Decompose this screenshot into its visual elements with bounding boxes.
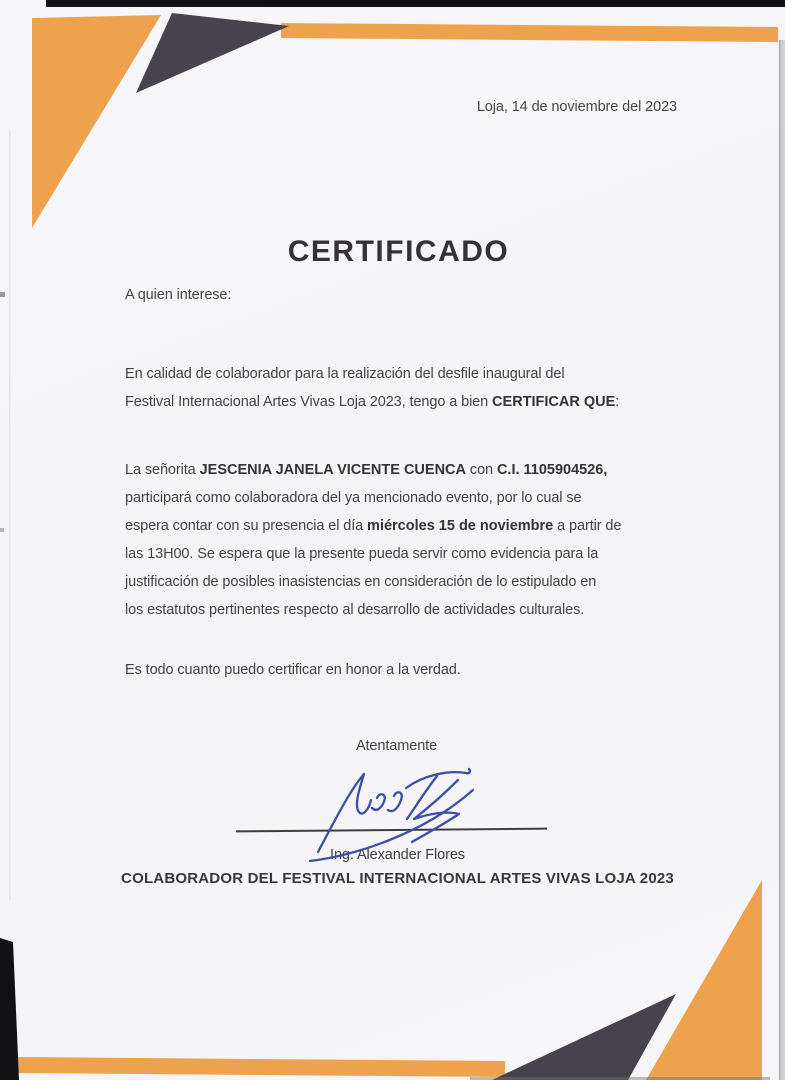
paragraph-line: los estatutos pertinentes respecto al desarrollo de actividades culturales.: [125, 602, 585, 618]
body-paragraph: [125, 456, 621, 624]
bottom-left-orange-bar: [18, 1057, 505, 1077]
closing-line: Es todo cuanto puedo certificar en honor a la verdad.: [125, 662, 461, 678]
valediction: Atentamente: [355, 738, 438, 754]
signature-stroke: [318, 774, 371, 852]
signer-name: Ing. Alexander Flores: [330, 847, 465, 863]
paragraph-line: Festival Internacional Artes Vivas Loja 2023, tengo a bien CERTIFICAR QUE:: [125, 394, 620, 410]
signature-stroke: [310, 790, 473, 861]
bottom-right-orange-wedge: [646, 880, 762, 1080]
paragraph-line: La señorita JESCENIA JANELA VICENTE CUENCA con C.I. 1105904526,: [125, 462, 608, 478]
paragraph-line: las 13H00. Se espera que la presente pueda servir como evidencia para la: [125, 546, 599, 562]
signature-stroke: [412, 780, 459, 842]
signer-role: COLABORADOR DEL FESTIVAL INTERNACIONAL ARTES VIVAS LOJA 2023: [121, 870, 674, 887]
scanner-edge-bottom-left: [0, 938, 19, 1080]
paragraph-line: justificación de posibles inasistencias en consideración de lo estipulado en: [125, 574, 597, 590]
scan-speck-left-2: [0, 528, 4, 532]
signature-scribble: [306, 764, 478, 866]
paragraph-line: espera contar con su presencia el día miércoles 15 de noviembre a partir de: [125, 518, 622, 534]
signature-stroke: [372, 794, 385, 810]
scan-speck-left-1: [0, 292, 5, 297]
signature-stroke: [388, 792, 402, 811]
scanner-edge-top: [46, 0, 785, 7]
date-line: Loja, 14 de noviembre del 2023: [476, 99, 677, 115]
intro-paragraph: [125, 360, 619, 416]
paragraph-line: participará como colaboradora del ya mencionado evento, por lo cual se: [125, 490, 582, 506]
certificate-title: CERTIFICADO: [287, 235, 510, 268]
top-right-orange-bar: [281, 23, 778, 42]
signature-stroke: [406, 769, 470, 788]
salutation: A quien interese:: [125, 287, 232, 303]
page-edge-right-line: [779, 40, 781, 1080]
bottom-right-dark-triangle: [492, 994, 676, 1080]
paragraph-line: En calidad de colaborador para la realización del desfile inaugural del: [125, 366, 565, 382]
top-left-orange-triangle: [32, 15, 161, 228]
top-left-dark-triangle: [136, 13, 289, 93]
signature-strokes: [310, 769, 473, 861]
